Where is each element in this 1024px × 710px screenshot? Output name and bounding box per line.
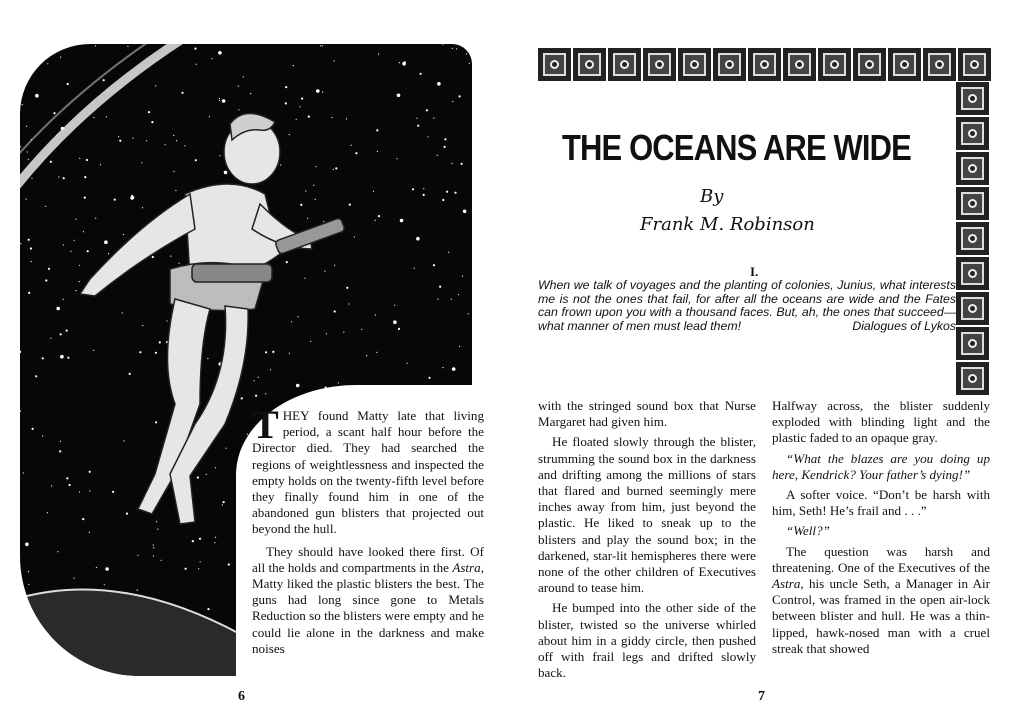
story-opening [252, 402, 484, 663]
chapter-number: I. [750, 264, 759, 279]
col1-paragraph: He floated slowly through the blister, strumming the sound box in the darkness and drifting among the millions of stars that flared and burned seemingly mere inches away from him, just beyond the plastic. He liked to sneak up to the blisters and play the sound box; in the darkened, star-lit hemispheres there were none of the other children of Executives around to tease him. [538, 434, 756, 596]
ornament-tile [818, 48, 851, 81]
ornament-tile [538, 48, 571, 81]
epigraph-text: When we talk of voyages and the planting of colonies, Junius, what interests me is not the ones that fail, for after all the oceans are wide and the Fates can frown upon you with a thousand faces. But, ah, the ones that succeed—what manner of men must lead them! [538, 278, 956, 333]
ornament-tile [853, 48, 886, 81]
epigraph-source: Dialogues of Lykos [852, 318, 956, 333]
col1-paragraph: He bumped into the other side of the blister, twisted so the universe whirled about him in a giddy circle, then pushed off with frail legs and drifted slowly back. [538, 600, 756, 681]
ship-name: Astra, [772, 576, 804, 592]
decorative-border-right [956, 82, 989, 395]
ornament-tile [783, 48, 816, 81]
dialogue-italic: “What the blazes are you doing up here, Kendrick? Your father’s dying!” [772, 450, 990, 482]
dialogue-well: “Well?” [786, 523, 830, 539]
ornament-tile [956, 187, 989, 220]
ornament-tile [956, 362, 989, 395]
page-number-left: 6 [238, 689, 245, 704]
drop-cap: T [252, 402, 279, 447]
ornament-tile [923, 48, 956, 81]
ornament-tile [888, 48, 921, 81]
story-title: THE OCEANS ARE WIDE [562, 127, 911, 168]
ship-name: Astra, [452, 559, 484, 575]
text-column-1 [538, 398, 756, 685]
ornament-tile [956, 117, 989, 150]
col2-paragraph: A softer voice. “Don’t be harsh with him, Seth! He’s frail and . . .” [772, 487, 990, 519]
col1-paragraph: with the stringed sound box that Nurse Margaret had given him. [538, 398, 756, 430]
epigraph [538, 279, 956, 333]
ornament-tile [956, 257, 989, 290]
author-name: Frank M. Robinson [640, 214, 815, 235]
ornament-tile [748, 48, 781, 81]
page-number-right: 7 [758, 689, 765, 704]
story-paragraph-2-b: Matty liked the plastic blisters the best. The guns had long since gone to Metals Reduction so the blisters were empty and he could lie alone in the darkness and make noises [252, 576, 484, 656]
ornament-tile [956, 152, 989, 185]
col2-paragraph [772, 523, 990, 539]
text-column-2 [772, 398, 990, 661]
ornament-tile [956, 327, 989, 360]
decorative-border-top [538, 48, 991, 81]
ornament-tile [956, 82, 989, 115]
right-page [512, 0, 1024, 710]
ornament-tile [958, 48, 991, 81]
ornament-tile [573, 48, 606, 81]
col2-paragraph: Halfway across, the blister suddenly exploded with blinding light and the plastic faded to an opaque gray. [772, 398, 990, 446]
ornament-tile [713, 48, 746, 81]
ornament-tile [956, 292, 989, 325]
col2-p5-b: his uncle Seth, a Manager in Air Control, was framed in the open air-lock between blister and hull. He was a thin-lipped, hawk-nosed man with a cruel streak that showed [772, 576, 990, 656]
col2-paragraph [772, 451, 990, 483]
ornament-tile [608, 48, 641, 81]
ornament-tile [956, 222, 989, 255]
ornament-tile [643, 48, 676, 81]
story-paragraph-1: HEY found Matty late that living period, a scant half hour before the Director died. They had searched the regions of weightlessness and inspected the empty holds on the twenty-fifth level before they finally found him in one of the abandoned gun blisters that projected out beyond the hull. [252, 408, 484, 537]
story-paragraph-2-a: They should have looked there first. Of all the holds and compartments in the [252, 543, 484, 575]
col2-p5-a: The question was harsh and threatening. One of the Executives of the [772, 543, 990, 575]
col2-paragraph [772, 544, 990, 657]
byline-label: By [700, 186, 724, 207]
ornament-tile [678, 48, 711, 81]
